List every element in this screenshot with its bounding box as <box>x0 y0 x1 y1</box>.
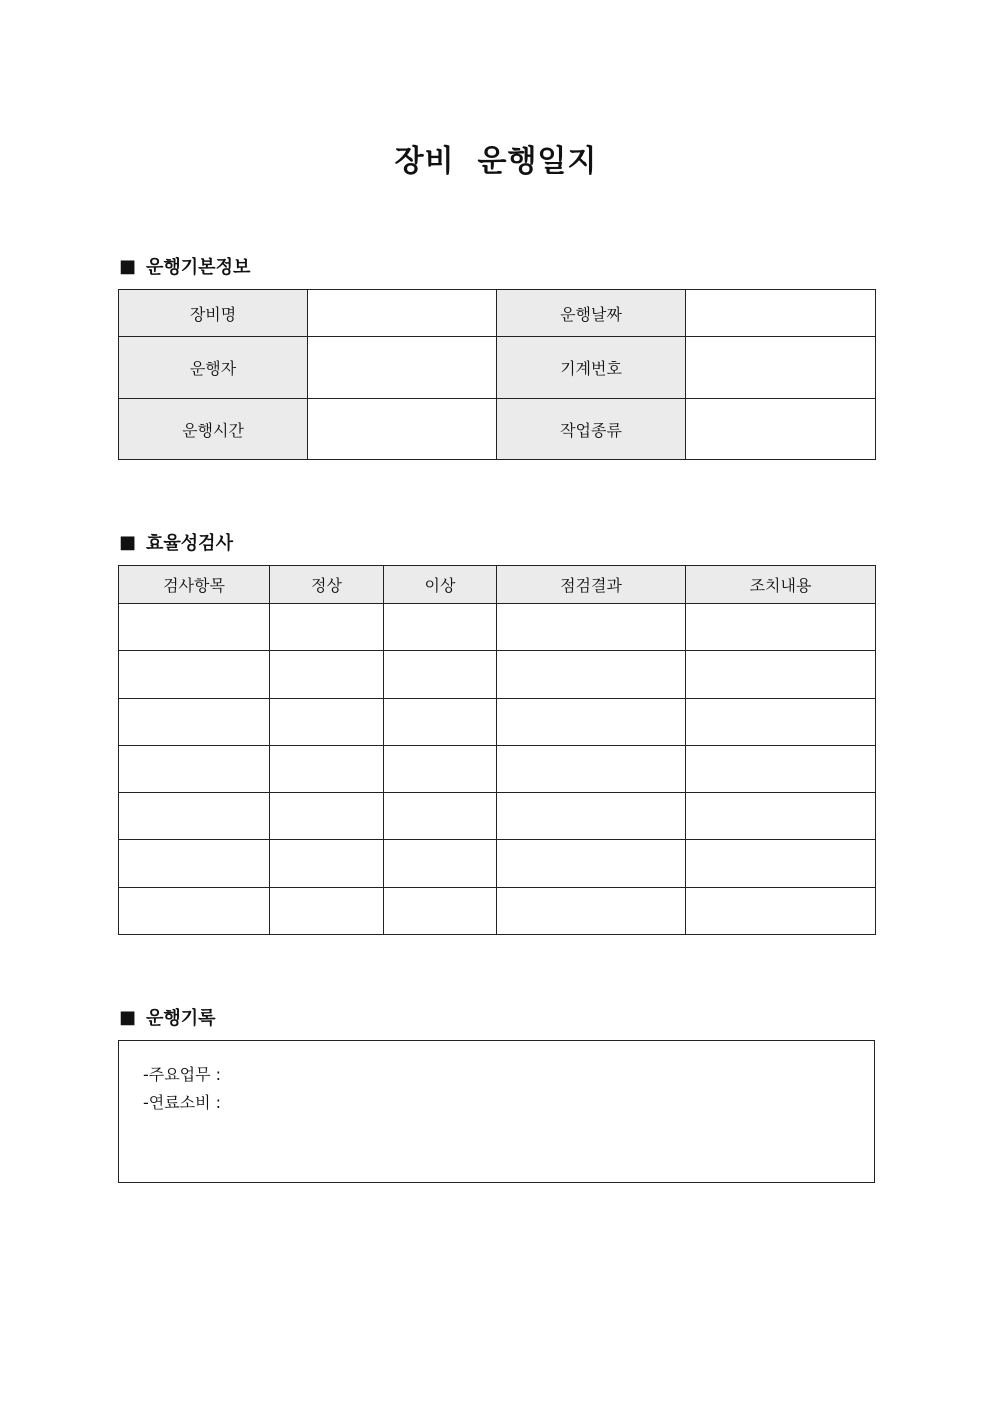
cell-action-taken[interactable] <box>686 888 876 935</box>
cell-normal[interactable] <box>270 793 384 840</box>
basic-info-table <box>118 289 876 460</box>
document-title: 장비 운행일지 <box>394 144 598 179</box>
cell-inspection-item[interactable] <box>119 699 270 746</box>
column-header-inspection-result: 점검결과 <box>497 566 686 604</box>
label-machine-number: 기계번호 <box>497 337 686 399</box>
cell-inspection-result[interactable] <box>497 604 686 651</box>
column-header-abnormal: 이상 <box>384 566 497 604</box>
field-operation-time[interactable] <box>308 399 497 460</box>
cell-action-taken[interactable] <box>686 604 876 651</box>
table-row <box>119 746 876 793</box>
square-bullet-icon: ■ <box>119 531 137 553</box>
cell-abnormal[interactable] <box>384 604 497 651</box>
table-row <box>119 651 876 699</box>
label-operation-time: 운행시간 <box>119 399 308 460</box>
table-row <box>119 699 876 746</box>
cell-abnormal[interactable] <box>384 888 497 935</box>
column-header-inspection-item: 검사항목 <box>119 566 270 604</box>
efficiency-check-table <box>118 565 876 935</box>
basic-info-heading <box>119 253 250 279</box>
cell-action-taken[interactable] <box>686 699 876 746</box>
cell-normal[interactable] <box>270 651 384 699</box>
record-line-main-tasks: -주요업무 : <box>143 1065 222 1084</box>
cell-inspection-result[interactable] <box>497 699 686 746</box>
cell-abnormal[interactable] <box>384 793 497 840</box>
basic-info-row <box>119 290 876 337</box>
table-row <box>119 793 876 840</box>
cell-inspection-result[interactable] <box>497 888 686 935</box>
cell-action-taken[interactable] <box>686 840 876 888</box>
operation-record-heading <box>119 1004 216 1030</box>
field-work-type[interactable] <box>686 399 876 460</box>
table-row <box>119 888 876 935</box>
cell-normal[interactable] <box>270 699 384 746</box>
operation-record-box[interactable] <box>118 1040 875 1183</box>
column-header-normal: 정상 <box>270 566 384 604</box>
cell-abnormal[interactable] <box>384 699 497 746</box>
cell-inspection-result[interactable] <box>497 840 686 888</box>
cell-abnormal[interactable] <box>384 746 497 793</box>
cell-inspection-item[interactable] <box>119 888 270 935</box>
table-row <box>119 840 876 888</box>
operation-record-heading-text: 운행기록 <box>146 1008 216 1029</box>
basic-info-heading-text: 운행기본정보 <box>146 257 251 278</box>
label-operator: 운행자 <box>119 337 308 399</box>
label-work-type: 작업종류 <box>497 399 686 460</box>
cell-inspection-item[interactable] <box>119 604 270 651</box>
efficiency-check-heading <box>119 529 233 555</box>
label-equipment-name: 장비명 <box>119 290 308 337</box>
cell-action-taken[interactable] <box>686 793 876 840</box>
cell-normal[interactable] <box>270 888 384 935</box>
cell-inspection-result[interactable] <box>497 651 686 699</box>
cell-inspection-item[interactable] <box>119 793 270 840</box>
cell-inspection-result[interactable] <box>497 746 686 793</box>
square-bullet-icon: ■ <box>119 1006 137 1028</box>
field-equipment-name[interactable] <box>308 290 497 337</box>
field-operation-date[interactable] <box>686 290 876 337</box>
cell-action-taken[interactable] <box>686 651 876 699</box>
efficiency-header-row <box>119 566 876 604</box>
cell-abnormal[interactable] <box>384 651 497 699</box>
basic-info-row <box>119 399 876 460</box>
square-bullet-icon: ■ <box>119 255 137 277</box>
table-row <box>119 604 876 651</box>
cell-inspection-item[interactable] <box>119 746 270 793</box>
cell-normal[interactable] <box>270 840 384 888</box>
cell-inspection-result[interactable] <box>497 793 686 840</box>
column-header-action-taken: 조치내용 <box>686 566 876 604</box>
field-machine-number[interactable] <box>686 337 876 399</box>
cell-action-taken[interactable] <box>686 746 876 793</box>
cell-abnormal[interactable] <box>384 840 497 888</box>
efficiency-check-heading-text: 효율성검사 <box>146 533 233 554</box>
cell-normal[interactable] <box>270 746 384 793</box>
basic-info-row <box>119 337 876 399</box>
record-line-fuel-consumption: -연료소비 : <box>143 1093 222 1112</box>
cell-inspection-item[interactable] <box>119 840 270 888</box>
field-operator[interactable] <box>308 337 497 399</box>
cell-inspection-item[interactable] <box>119 651 270 699</box>
label-operation-date: 운행날짜 <box>497 290 686 337</box>
cell-normal[interactable] <box>270 604 384 651</box>
